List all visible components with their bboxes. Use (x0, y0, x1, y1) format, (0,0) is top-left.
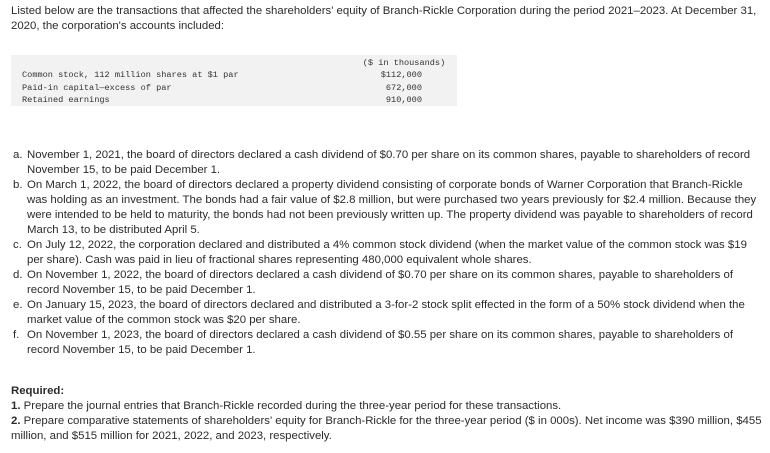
required-text: Prepare comparative statements of shareholders' equity for Branch-Rickle for the three-year period ($ in 000s). Net income was $390 million, $455 million, and $515 million for 2021, 2022, and 2023, respectively. (11, 415, 762, 442)
transaction-item (13, 268, 758, 298)
item-text: On March 1, 2022, the board of directors declared a property dividend consisting of corporate bonds of Warner Corporation that Branch-Rickle was holding as an investment. The bonds had a fair value of $2.8 million, but were purchased two years previously for $2.4 million. Because they were intended to be held to maturity, the bonds had not been previously written up. The property dividend was payable to shareholders of record March 13, to be distributed April 5. (27, 179, 757, 236)
required-item (11, 414, 763, 444)
item-marker: f. (13, 329, 20, 341)
item-text: On July 12, 2022, the corporation declared and distributed a 4% common stock dividend (when the market value of the common stock was $19 per share). Cash was paid in lieu of fractional shares representing 480,000 equivalent whole shares. (27, 239, 747, 266)
item-marker: b. (13, 179, 23, 191)
row-label: Paid-in capital—excess of par (22, 82, 172, 93)
required-number: 2. (11, 415, 21, 427)
required-item (11, 399, 763, 414)
row-value: 672,000 (385, 82, 422, 93)
required-text: Prepare the journal entries that Branch-Rickle recorded during the three-year period for these transactions. (23, 400, 562, 412)
row-label: Retained earnings (22, 95, 110, 105)
item-text: On November 1, 2022, the board of directors declared a cash dividend of $0.70 per share on its common shares, payable to shareholders of record November 15, to be paid December 1. (27, 269, 733, 296)
transaction-item (13, 148, 758, 178)
table-row (22, 94, 452, 107)
intro-paragraph: Listed below are the transactions that affected the shareholders' equity of Branch-Rickle Corporation during the period 2021–2023. At December 31, 2020, the corporation's accounts included: (11, 5, 757, 32)
item-marker: a. (13, 149, 23, 161)
item-marker: d. (13, 269, 23, 281)
transactions-list (13, 148, 758, 358)
required-section (11, 384, 763, 444)
item-text: November 1, 2021, the board of directors declared a cash dividend of $0.70 per share on its common shares, payable to shareholders of record November 15, to be paid December 1. (27, 149, 751, 176)
transaction-item (13, 298, 758, 328)
row-value: $112,000 (380, 70, 422, 80)
item-text: On January 15, 2023, the board of directors declared and distributed a 3-for-2 stock split effected in the form of a 50% stock dividend when the market value of the common stock was $20 per share. (27, 299, 745, 326)
transaction-item (13, 238, 758, 268)
table-row (22, 69, 452, 82)
required-title: Required: (11, 385, 65, 397)
row-value: 910,000 (385, 95, 422, 105)
required-number: 1. (11, 400, 21, 412)
transaction-item (13, 178, 758, 238)
item-text: On November 1, 2023, the board of directors declared a cash dividend of $0.55 per share on its common shares, payable to shareholders of record November 15, to be paid December 1. (27, 329, 733, 356)
item-marker: c. (13, 239, 22, 251)
table-header: ($ in thousands) (362, 58, 446, 68)
item-marker: e. (13, 299, 23, 311)
row-label: Common stock, 112 million shares at $1 par (22, 70, 239, 80)
transaction-item (13, 328, 758, 358)
table-row (22, 82, 452, 95)
accounts-table (11, 55, 457, 106)
